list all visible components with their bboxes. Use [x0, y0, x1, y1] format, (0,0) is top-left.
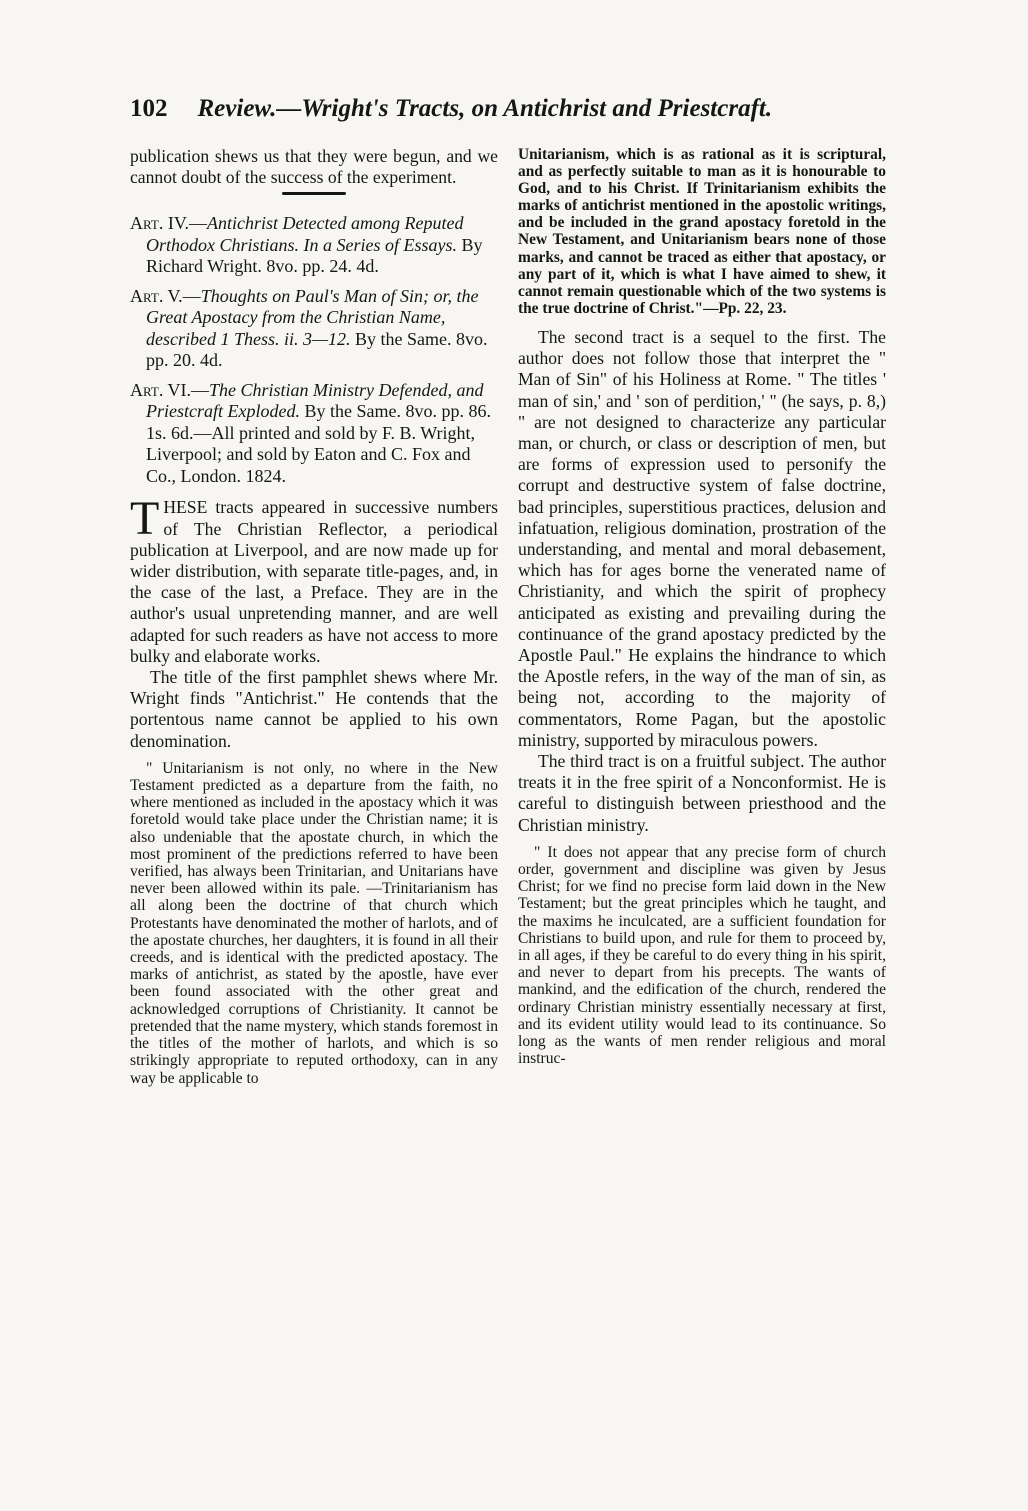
section-divider — [282, 192, 346, 195]
opening-paragraph — [130, 492, 498, 667]
article-details: By the Same. 8vo. pp. 20. 4d. — [146, 328, 488, 371]
article-entry-iv — [130, 213, 498, 278]
left-column — [130, 146, 498, 1087]
article-entry-vi — [130, 380, 498, 488]
block-quote: " Unitarianism is not only, no where in the New Testament predicted as a departure from the faith, no where mentioned as included in the apostacy which it was foretold would take place under the Christian name; it is also undeniable that the apostate church, in which the most prominent of the predictions referred to have been verified, has always been Trinitarian, and Unitarians have never been allowed within its pale. —Trinitarianism has all along been the doctrine of that church which Protestants have denominated the mother of harlots, and of the apostate churches, her daughters, it is found in all their creeds, and is identical with the predicted apostacy. The marks of antichrist, as stated by the apostle, have ever been found associated with the other great and acknowledged corruptions of Christianity. It cannot be pretended that the name mystery, which stands foremost in the titles of the mother of harlots, and which is so strikingly appropriate to reputed orthodoxy, can in any way be applicable to — [130, 759, 498, 1087]
intro-paragraph: publication shews us that they were begun, and we cannot doubt of the success of the experiment. — [130, 146, 498, 188]
block-quote: " It does not appear that any precise form of church order, government and discipline was given by Jesus Christ; for we find no precise form laid down in the New Testament; but the great principles which he taught, and the maxims he inculcated, are a sufficient foundation for Christians to build upon, and rule for them to proceed by, in all ages, if they be careful to do every thing in his spirit, and never to depart from his precepts. The wants of mankind, and the edification of the church, rendered the ordinary Christian ministry essentially necessary at first, and its evident utility would lead to its continuance. So long as the wants of men render religious and moral instruc- — [518, 843, 886, 1068]
page-number: 102 — [130, 95, 168, 122]
article-label: Art. VI.— — [130, 379, 209, 400]
block-quote-continued: Unitarianism, which is as rational as it is scriptural, and as perfectly suitable to man as it is honourable to God, and to his Christ. If Trinitarianism exhibits the marks of antichrist mentioned in the apostolic writings, and be included in the grand apostacy foretold in the New Testament, and Unitarianism bears none of those marks, and cannot be traced as either that apostacy, or any part of it, which is what I have aimed to shew, it cannot remain questionable which of the two systems is the true doctrine of Christ."—Pp. 22, 23. — [518, 146, 886, 317]
article-title: Antichrist Detected among Reputed Orthodox Christians. In a Series of Essays. — [146, 213, 464, 255]
article-title: The Christian Ministry Defended, and Priestcraft Exploded. — [146, 379, 484, 422]
running-header — [130, 94, 900, 124]
article-details: By Richard Wright. 8vo. pp. 24. 4d. — [146, 234, 483, 277]
article-details: By the Same. 8vo. pp. 86. 1s. 6d.—All printed and sold by F. B. Wright, Liverpool; and sold by Eaton and C. Fox and Co., London. 1824. — [146, 401, 491, 486]
article-label: Art. V.— — [130, 285, 201, 306]
body-paragraph: The third tract is on a fruitful subject. The author treats it in the free spirit of a Nonconformist. He is careful to distinguish between priesthood and the Christian ministry. — [518, 751, 886, 835]
article-label: Art. IV.— — [130, 213, 208, 234]
body-paragraph: The title of the first pamphlet shews where Mr. Wright finds "Antichrist." He contends that the portentous name cannot be applied to his own denomination. — [130, 667, 498, 751]
opening-paragraph-text: HESE tracts appeared in successive numbers of The Christian Reflector, a periodical publication at Liverpool, and are now made up for wider distribution, with separate title-pages, and, in the case of the last, a Preface. They are in the author's usual unpretending manner, and are well adapted for such readers as have not access to more bulky and elaborate works. — [130, 497, 498, 666]
article-title: Thoughts on Paul's Man of Sin; or, the Great Apostacy from the Christian Name, described 1 Thess. ii. 3—12. — [146, 285, 479, 349]
body-paragraph: The second tract is a sequel to the first. The author does not follow those that interpret the " Man of Sin" of his Holiness at Rome. " The titles ' man of sin,' and ' son of perdition,' " (he says, p. 8,) " are not designed to characterize any particular man, or church, or class or description of men, but are forms of expression used to personify the corrupt and destructive system of false doctrine, bad principles, superstitious practices, delusion and infatuation, religious domination, prostration of the understanding, and mental and moral debasement, which has for ages borne the venerated name of Christianity, and which the spirit of prophecy anticipated as existing and prevailing during the continuance of the grand apostacy predicted by the Apostle Paul." He explains the hindrance to which the Apostle refers, in the way of the man of sin, as being not, according to the majority of commentators, Rome Pagan, but the apostolic ministry, supported by miraculous powers. — [518, 326, 886, 750]
right-column — [518, 146, 886, 1067]
drop-cap: T — [130, 492, 160, 546]
article-entry-v — [130, 286, 498, 372]
running-title: Review.—Wright's Tracts, on Antichrist and Priestcraft. — [197, 95, 773, 122]
